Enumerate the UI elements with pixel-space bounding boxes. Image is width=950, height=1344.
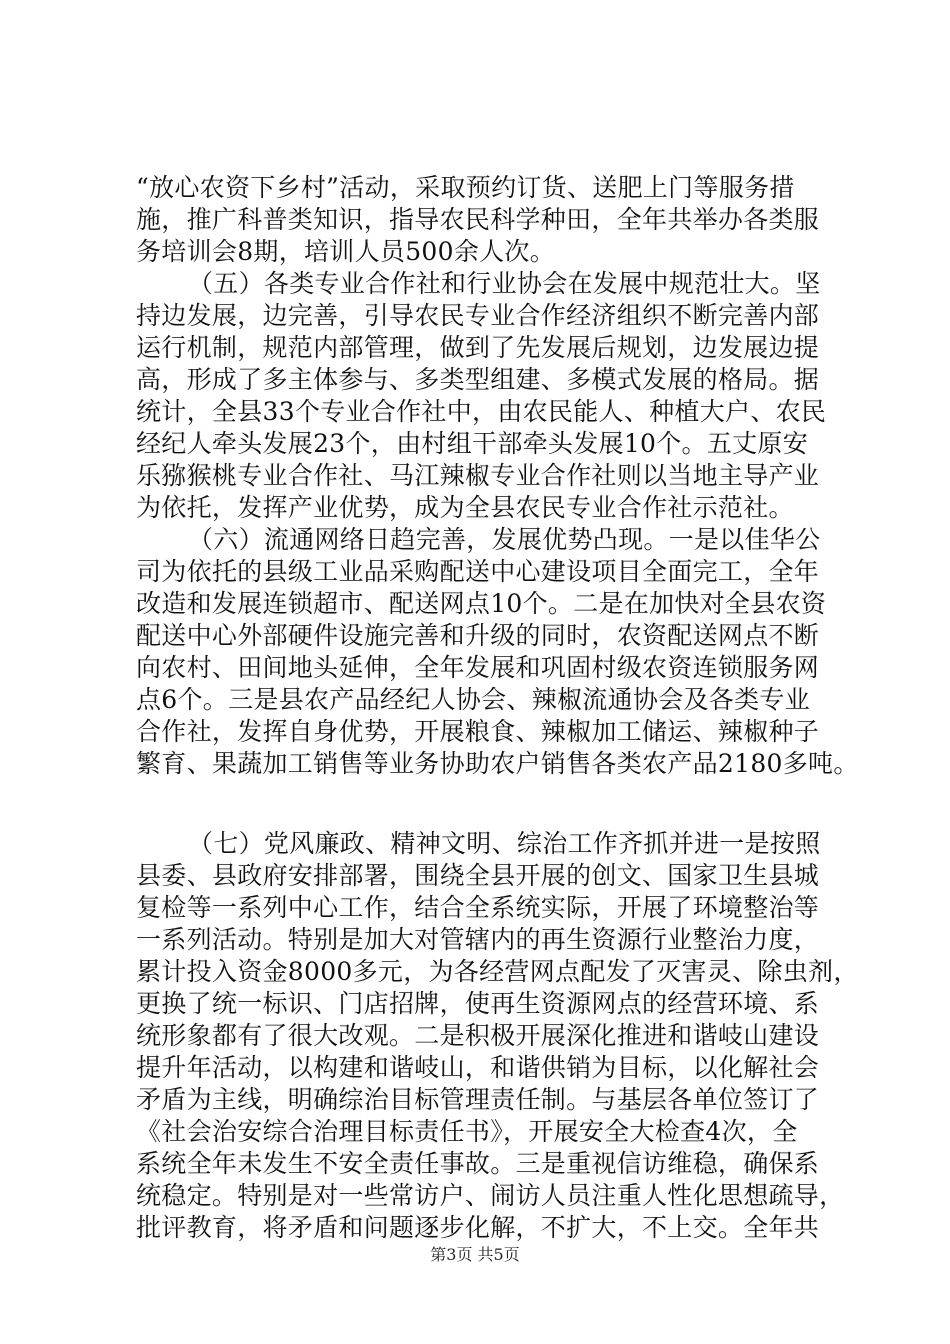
- text-line: （七）党风廉政、精神文明、综治工作齐抓并进一是按照: [188, 829, 821, 858]
- text-line: 统计，全县33个专业合作社中，由农民能人、种植大户、农民: [136, 397, 827, 426]
- text-line: 累计投入资金8000多元，为各经营网点配发了灭害灵、除虫剂，: [136, 957, 859, 986]
- text-line: 矛盾为主线，明确综治目标管理责任制。与基层各单位签订了: [136, 1085, 820, 1114]
- text-line: 繁育、果蔬加工销售等业务协助农户销售各类农产品2180多吨。: [136, 749, 859, 778]
- document-body: [136, 172, 859, 1244]
- text-line: 配送中心外部硬件设施完善和升级的同时，农资配送网点不断: [136, 621, 820, 650]
- text-line: 司为依托的县级工业品采购配送中心建设项目全面完工，全年: [136, 557, 820, 586]
- text-line: 提升年活动，以构建和谐岐山，和谐供销为目标，以化解社会: [136, 1053, 820, 1082]
- text-line: （六）流通网络日趋完善，发展优势凸现。一是以佳华公: [188, 525, 821, 554]
- text-line: 运行机制，规范内部管理，做到了先发展后规划，边发展边提: [136, 333, 820, 362]
- paragraph-section-seven: [136, 828, 859, 1244]
- text-line: 经纪人牵头发展23个，由村组干部牵头发展10个。五丈原安: [136, 429, 809, 458]
- text-line: 一系列活动。特别是加大对管辖内的再生资源行业整治力度，: [136, 925, 820, 954]
- text-line: 合作社，发挥自身优势，开展粮食、辣椒加工储运、辣椒种子: [136, 717, 820, 746]
- text-line: 复检等一系列中心工作，结合全系统实际，开展了环境整治等: [136, 893, 820, 922]
- text-line: 《社会治安综合治理目标责任书》，开展安全大检查4次，全: [136, 1117, 798, 1146]
- text-line: （五）各类专业合作社和行业协会在发展中规范壮大。坚: [188, 269, 821, 298]
- paragraph-section-six: [136, 524, 859, 780]
- text-line: 批评教育，将矛盾和问题逐步化解，不扩大，不上交。全年共: [136, 1213, 820, 1242]
- paragraph-section-five: [136, 268, 836, 524]
- text-line: 系统全年未发生不安全责任事故。三是重视信访维稳，确保系: [136, 1149, 820, 1178]
- text-line: 县委、县政府安排部署，围绕全县开展的创文、国家卫生县城: [136, 861, 820, 890]
- text-line: 统形象都有了很大改观。二是积极开展深化推进和谐岐山建设: [136, 1021, 820, 1050]
- text-line: 改造和发展连锁超市、配送网点10个。二是在加快对全县农资: [136, 589, 827, 618]
- text-line: 向农村、田间地头延伸，全年发展和巩固村级农资连锁服务网: [136, 653, 820, 682]
- text-line: 点6个。三是县农产品经纪人协会、辣椒流通协会及各类专业: [136, 685, 811, 714]
- text-line: 为依托，发挥产业优势，成为全县农民专业合作社示范社。: [136, 493, 794, 522]
- paragraph-gap: [136, 780, 836, 828]
- paragraph-continued: [136, 172, 836, 268]
- text-line: 施，推广科普类知识，指导农民科学种田，全年共举办各类服: [136, 205, 820, 234]
- text-line: 持边发展，边完善，引导农民专业合作经济组织不断完善内部: [136, 301, 820, 330]
- page-number-footer: 第3页 共5页: [430, 1245, 520, 1264]
- text-line: 统稳定。特别是对一些常访户、闹访人员注重人性化思想疏导，: [136, 1181, 845, 1210]
- text-line: 乐猕猴桃专业合作社、马江辣椒专业合作社则以当地主导产业: [136, 461, 820, 490]
- text-line: 高，形成了多主体参与、多类型组建、多模式发展的格局。据: [136, 365, 820, 394]
- text-line: 务培训会8期，培训人员500余人次。: [136, 237, 556, 266]
- text-line: “放心农资下乡村”活动，采取预约订货、送肥上门等服务措: [136, 173, 795, 202]
- text-line: 更换了统一标识、门店招牌，使再生资源网点的经营环境、系: [136, 989, 820, 1018]
